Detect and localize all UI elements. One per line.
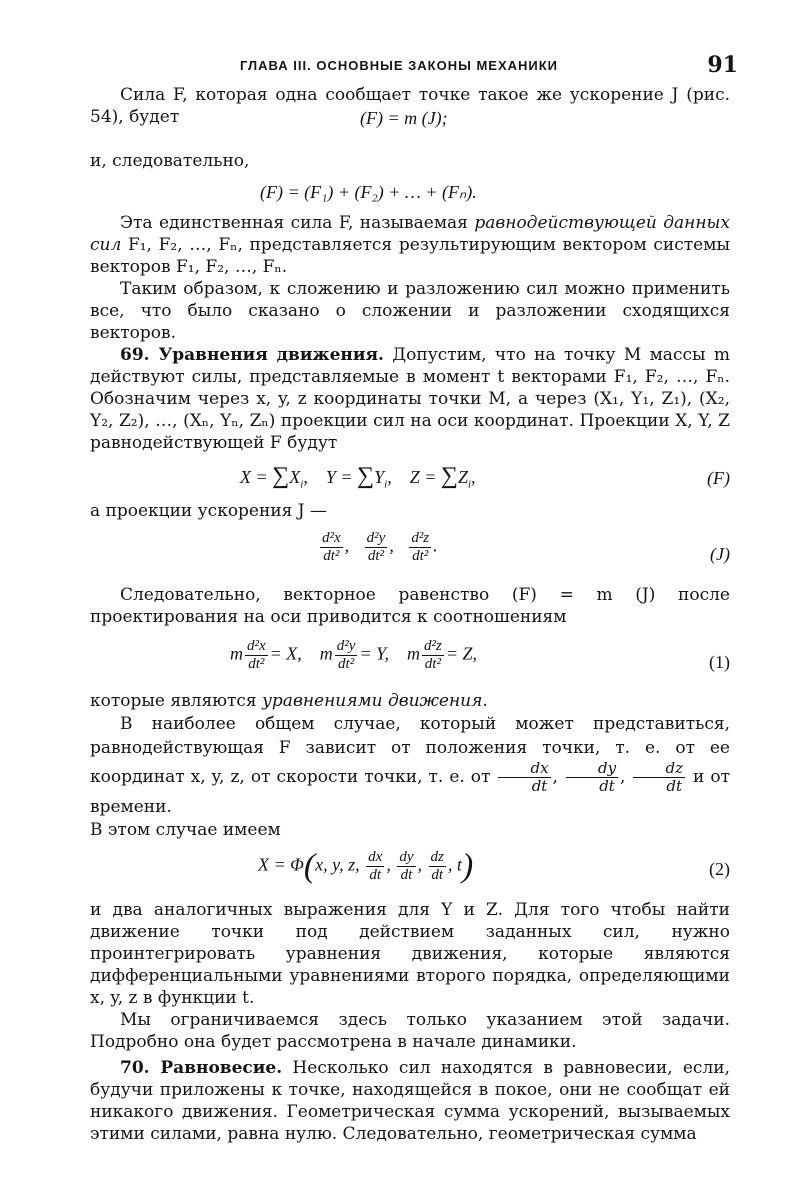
equation-J (90, 522, 730, 584)
equation-body: (F) = (F₁) + (F₂) + … + (Fₙ). (260, 182, 477, 202)
emphasis: уравнениями движения. (262, 691, 488, 711)
text-run: Эта единственная сила F, называемая (120, 213, 475, 233)
section-heading: 69. Уравнения движения. (120, 345, 384, 365)
paragraph: Сила F, которая одна сообщает точке такое же ускорение J (рис. 54), будет (90, 85, 730, 127)
running-header (90, 52, 738, 84)
equation-1 (90, 628, 730, 690)
equation-label: (2) (709, 859, 730, 879)
equation (90, 172, 730, 212)
equation-body: X = Φ(x, y, z, $\frac{dx}{dt}$ , $\frac{dy}{dt}$ , $\frac{dz}{dt}$ , t) (258, 847, 474, 885)
equation-label: (1) (709, 652, 730, 672)
text-run: и от времени. (90, 767, 731, 817)
section-70 (90, 1057, 730, 1145)
paragraph: Следовательно, векторное равенство (F) = m (J) после проектирования на оси приводится к соотношениям (90, 585, 730, 627)
paragraph: В наиболее общем случае, который может представиться, равнодействующая F зависит от положения точки, т. е. от ее координат x, y, z, от скорости точки, т. е. от $\frac{dx}{dt}$ , $\frac{dy}{dt}$ , $\frac{dz}{dt}$ и от времени. (90, 714, 731, 817)
book-page (90, 52, 738, 1145)
text-run: F₁, F₂, …, Fₙ, представляется результирующим вектором системы векторов F₁, F₂, …, Fₙ. (90, 235, 730, 277)
equation-body: $\frac{\text{d²x}}{\text{dt²}}$ , $\frac{\text{d²y}}{\text{dt²}}$ , $\frac{\text{d²z}}{\text{dt²}}$ . (322, 530, 438, 564)
equation-body: (F) = m (J); (360, 108, 448, 128)
emphasis: равнодействующей данных сил (90, 213, 730, 255)
section-heading: 70. Равновесие. (120, 1058, 283, 1078)
equation-2 (90, 841, 730, 899)
text-run: В наиболее общем случае, который может представиться, равнодействующая F зависит от положения точки, т. е. от ее координат x, y, z, от скорости точки, т. е. от (90, 714, 730, 787)
paragraph: а проекции ускорения J — (90, 501, 328, 521)
text-run: Несколько сил находятся в равновесии, если, будучи приложены к точке, находящейся в покое, они не сообщат ей никакого движения. Геометрическая сумма ускорений, вызываемых этими силами, равна нулю. Следовательно, геометрическая сумма (90, 1058, 730, 1144)
equation (90, 108, 730, 154)
equation-body: m $\frac{\text{d²x}}{\text{dt²}}$ = X, m $\frac{\text{d²y}}{\text{dt²}}$ = Y, m $\frac{\text{d²z}}{\text{dt²}}$ = Z, (230, 638, 477, 672)
text-run: Допустим, что на точку M массы m действуют силы, представляемые в момент t векторами F₁, F₂, …, Fₙ. Обозначим через x, y, z координаты точки M, а через (X₁, Y₁, Z₁), (X₂, Y₂, Z₂), …, (Xₙ, Yₙ, Zₙ) проекции сил на оси координат. Проекции X, Y, Z равнодействующей F будут (90, 345, 730, 453)
equation-label: (J) (710, 544, 730, 564)
equation-F (90, 454, 730, 500)
section-69 (90, 344, 730, 454)
equation-label: (F) (707, 468, 730, 488)
paragraph: и, следовательно, (90, 151, 250, 171)
text-run: которые являются (90, 691, 263, 711)
paragraph (90, 690, 730, 712)
paragraph: и два аналогичных выражения для Y и Z. Для того чтобы найти движение точки под действием заданных сил, нужно проинтегрировать уравнения движения, которые являются дифференциальными уравнениями второго порядка, определяющими x, y, z в функции t. (90, 900, 730, 1008)
paragraph (90, 212, 730, 278)
page-number: 91 (707, 52, 738, 78)
paragraph: Мы ограничиваемся здесь только указанием этой задачи. Подробно она будет рассмотрена в начале динамики. (90, 1010, 730, 1052)
running-title: ГЛАВА III. ОСНОВНЫЕ ЗАКОНЫ МЕХАНИКИ (240, 58, 559, 73)
paragraph: В этом случае имеем (90, 820, 281, 840)
equation-body: $X = \sum X_i$, $Y = \sum Y_i$, $Z = \sum Z_i$, (240, 463, 476, 491)
paragraph: Таким образом, к сложению и разложению сил можно применить все, что было сказано о сложении и разложении сходящихся векторов. (90, 279, 730, 343)
